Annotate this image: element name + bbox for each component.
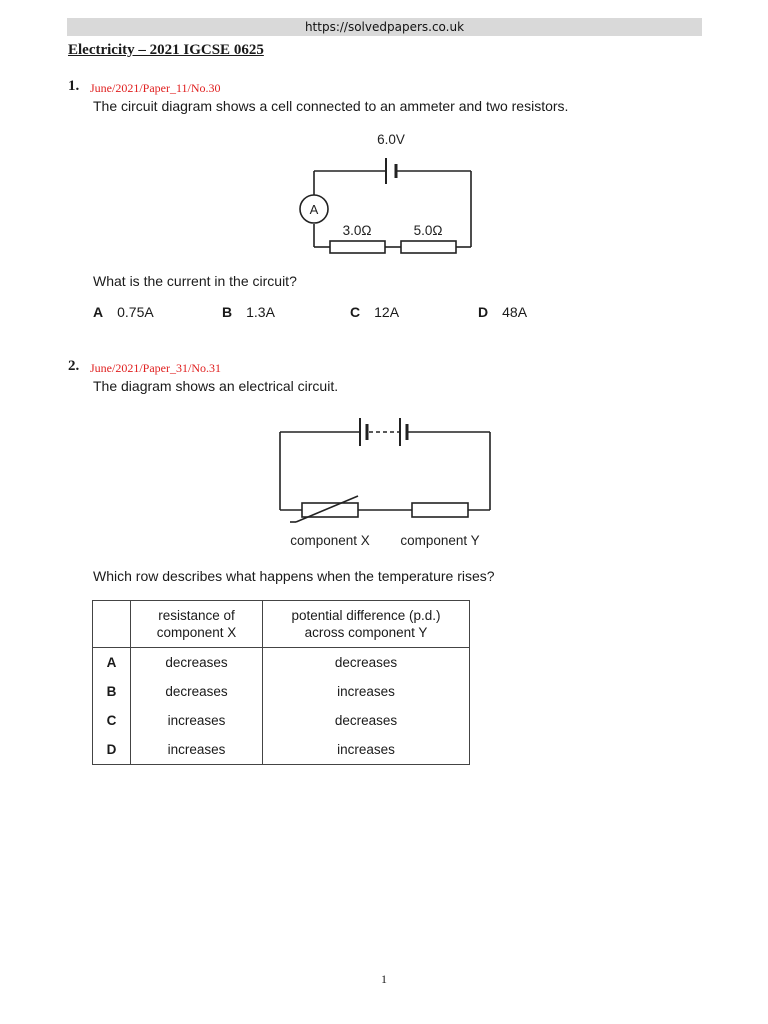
resistance-cell: increases — [131, 706, 263, 735]
header-blank — [93, 601, 131, 648]
pd-cell: decreases — [263, 648, 470, 678]
resistance-cell: decreases — [131, 677, 263, 706]
row-letter: B — [93, 677, 131, 706]
resistance-cell: increases — [131, 735, 263, 765]
option-text: 12A — [374, 304, 400, 320]
ammeter-label: A — [309, 202, 319, 217]
pd-cell: increases — [263, 735, 470, 765]
table-row — [93, 648, 470, 678]
table-row — [93, 735, 470, 765]
question-2-number: 2. — [68, 358, 80, 374]
option-text: 48A — [502, 304, 528, 320]
resistor-5-ohm — [401, 241, 456, 253]
row-letter: A — [93, 648, 131, 678]
page-number: 1 — [381, 972, 387, 986]
option-text: 1.3A — [246, 304, 275, 320]
question-2-reference: June/2021/Paper_31/No.31 — [90, 361, 221, 375]
question-2-stem: The diagram shows an electrical circuit. — [93, 378, 339, 394]
option-letter: A — [93, 304, 104, 320]
question-1-prompt: What is the current in the circuit? — [93, 273, 297, 289]
resistor-3-ohm — [330, 241, 385, 253]
thermistor-diagonal — [296, 496, 358, 522]
header-resistance-x: resistance of component X — [131, 601, 263, 648]
cell-voltage-label: 6.0V — [377, 132, 405, 147]
option-text: 0.75A — [117, 304, 154, 320]
resistor-2-label: 5.0Ω — [413, 223, 443, 238]
option-letter: C — [350, 304, 361, 320]
question-1-option-b — [222, 304, 275, 320]
source-url-bar: https://solvedpapers.co.uk — [67, 18, 702, 36]
table-row — [93, 677, 470, 706]
question-1-option-d — [478, 304, 527, 320]
pd-cell: decreases — [263, 706, 470, 735]
option-letter: D — [478, 304, 489, 320]
question-1-stem: The circuit diagram shows a cell connected to an ammeter and two resistors. — [93, 98, 569, 114]
question-1-option-c — [350, 304, 399, 320]
question-1-reference: June/2021/Paper_11/No.30 — [90, 81, 221, 95]
question-2-answer-table — [92, 600, 470, 765]
row-letter: D — [93, 735, 131, 765]
resistance-cell: decreases — [131, 648, 263, 678]
thermistor-component-x — [302, 503, 358, 517]
row-letter: C — [93, 706, 131, 735]
resistor-component-y — [412, 503, 468, 517]
option-letter: B — [222, 304, 233, 320]
question-2-prompt: Which row describes what happens when the temperature rises? — [93, 568, 495, 584]
question-2-circuit-diagram — [270, 404, 500, 554]
resistor-1-label: 3.0Ω — [342, 223, 372, 238]
question-1-number: 1. — [68, 78, 80, 94]
header-pd-y: potential difference (p.d.) across component Y — [263, 601, 470, 648]
pd-cell: increases — [263, 677, 470, 706]
component-x-label: component X — [290, 533, 370, 548]
table-header-row — [93, 601, 470, 648]
component-y-label: component Y — [400, 533, 480, 548]
table-row — [93, 706, 470, 735]
document-title: Electricity – 2021 IGCSE 0625 — [68, 42, 264, 58]
question-1-option-a — [93, 304, 154, 320]
question-1-circuit-diagram — [290, 126, 490, 261]
